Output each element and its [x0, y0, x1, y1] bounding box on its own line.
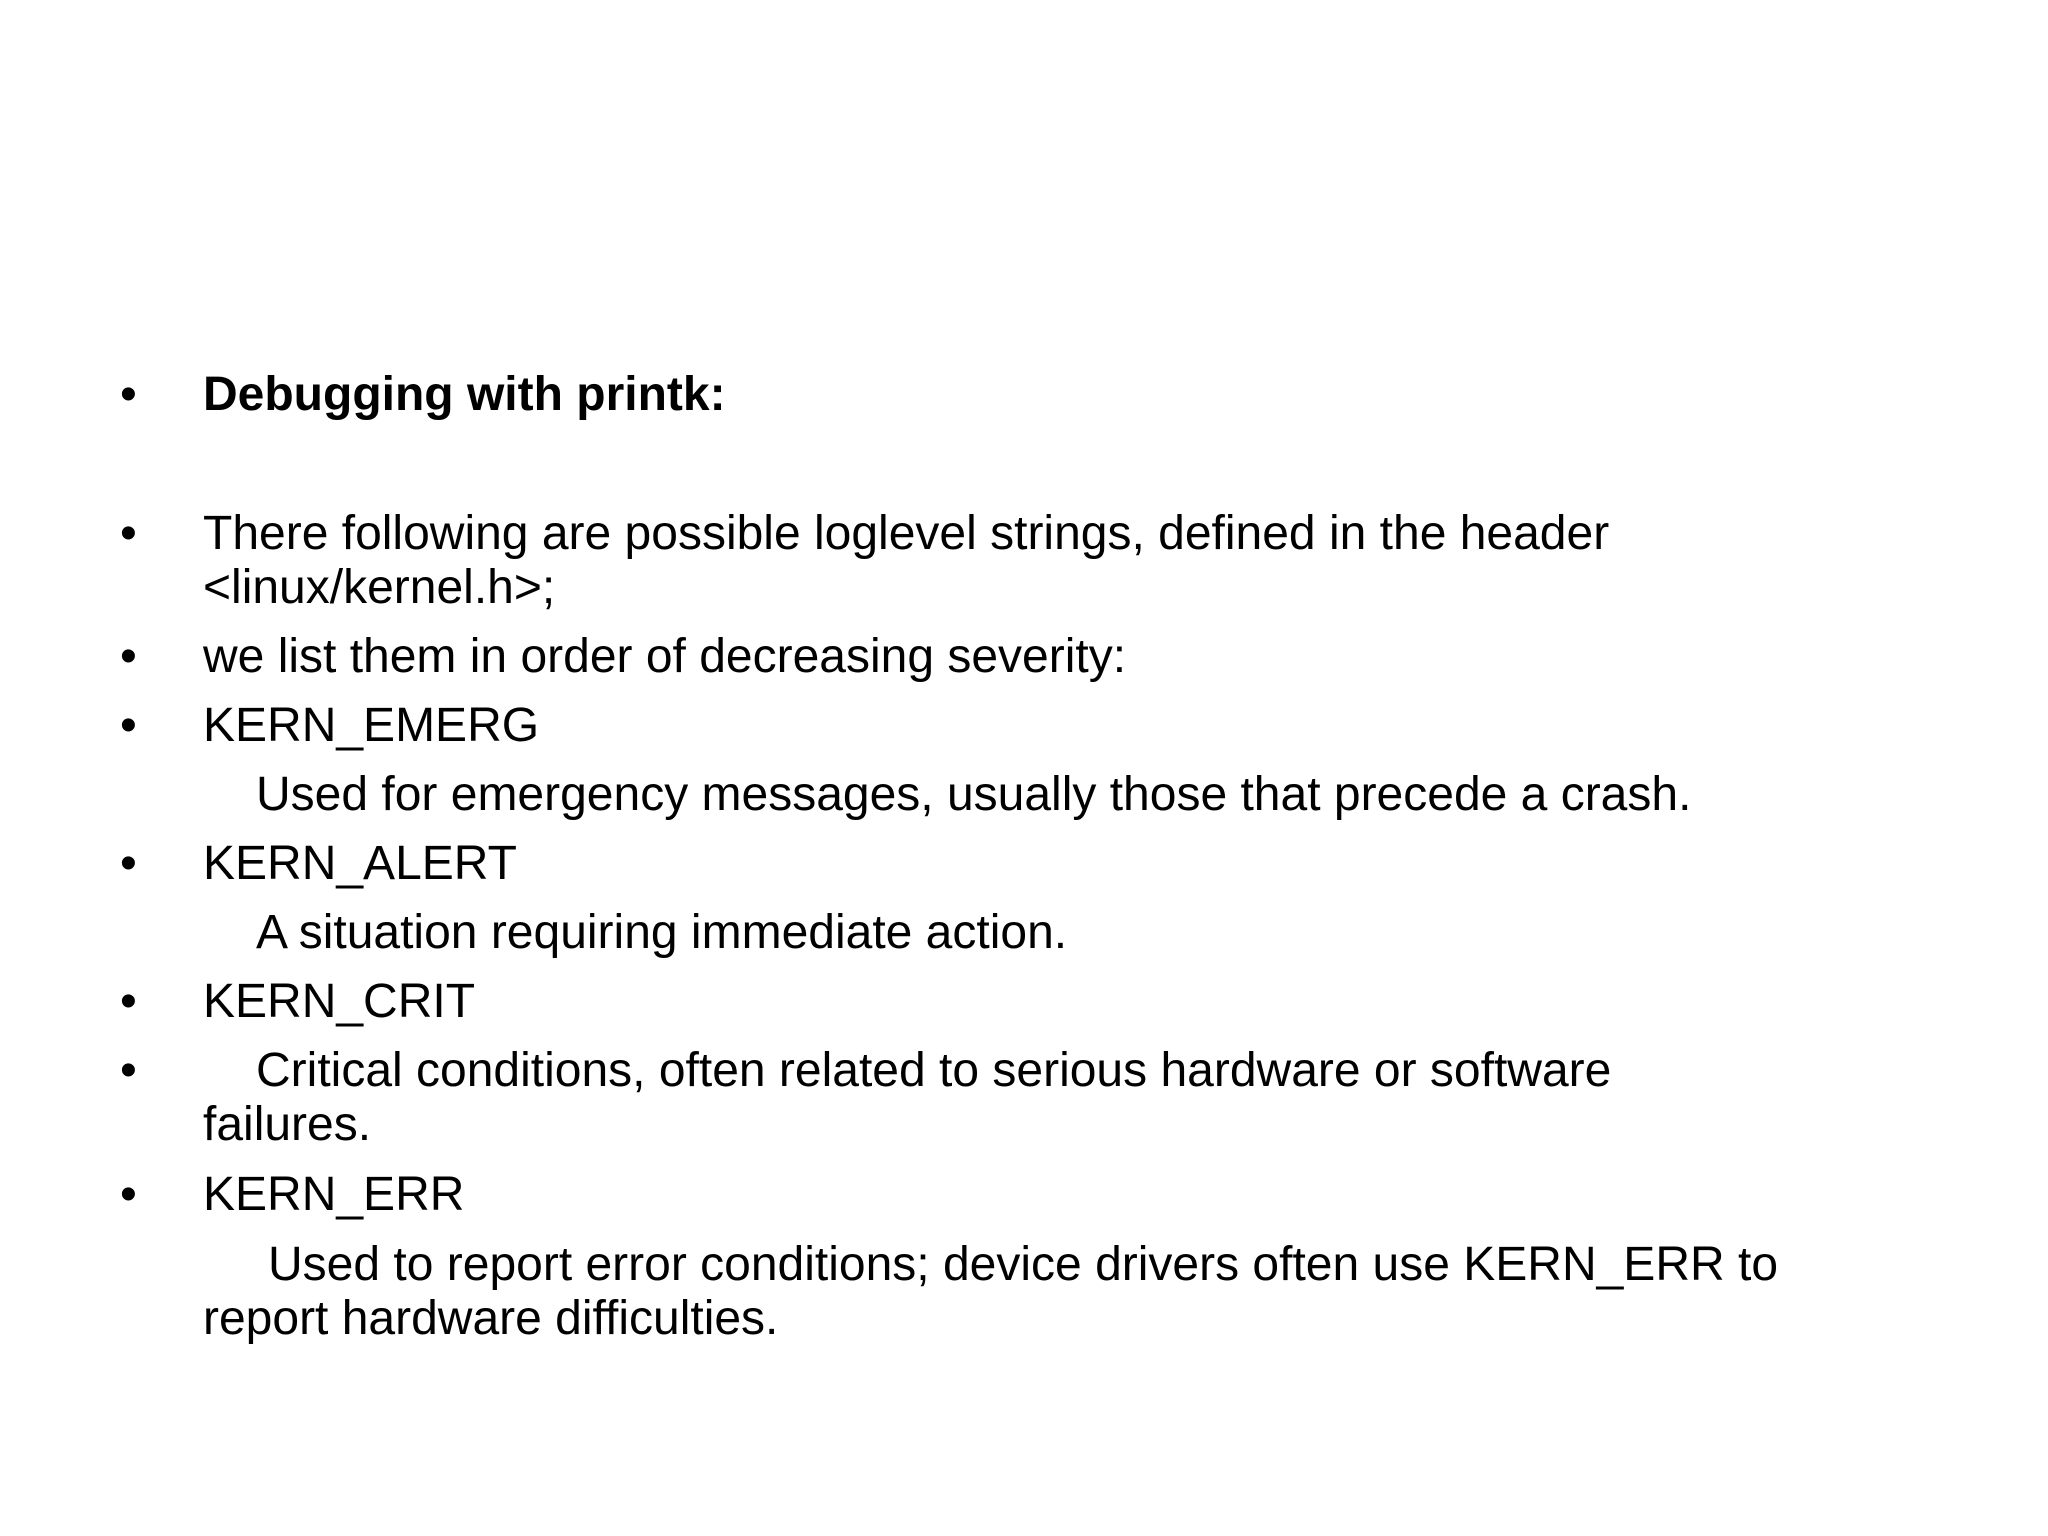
bullet-icon: • — [120, 1044, 137, 1097]
list-item-text: Used for emergency messages, usually those that precede a crash. — [256, 768, 1692, 821]
loglevel-name: KERN_CRIT — [203, 975, 476, 1028]
bullet-icon: • — [120, 368, 137, 421]
list-item-text: Used to report error conditions; device drivers often use KERN_ERR to — [268, 1238, 1779, 1291]
loglevel-name: KERN_ALERT — [203, 837, 517, 890]
list-item-text: There following are possible loglevel strings, defined in the header — [203, 507, 1610, 560]
list-item-text: A situation requiring immediate action. — [256, 906, 1068, 959]
list-item-text: failures. — [203, 1098, 372, 1151]
bullet-icon: • — [120, 837, 137, 890]
list-item-text: report hardware difficulties. — [203, 1292, 779, 1345]
list-item-text: Critical conditions, often related to serious hardware or software — [256, 1044, 1612, 1097]
bullet-icon: • — [120, 975, 137, 1028]
bullet-icon: • — [120, 507, 137, 560]
bullet-icon: • — [120, 1168, 137, 1221]
list-item-heading: Debugging with printk: — [203, 368, 726, 421]
list-item-text: we list them in order of decreasing severity: — [203, 630, 1127, 683]
list-item-text: <linux/kernel.h>; — [203, 561, 556, 614]
bullet-icon: • — [120, 630, 137, 683]
loglevel-name: KERN_EMERG — [203, 699, 540, 752]
bullet-icon: • — [120, 699, 137, 752]
loglevel-name: KERN_ERR — [203, 1168, 465, 1221]
